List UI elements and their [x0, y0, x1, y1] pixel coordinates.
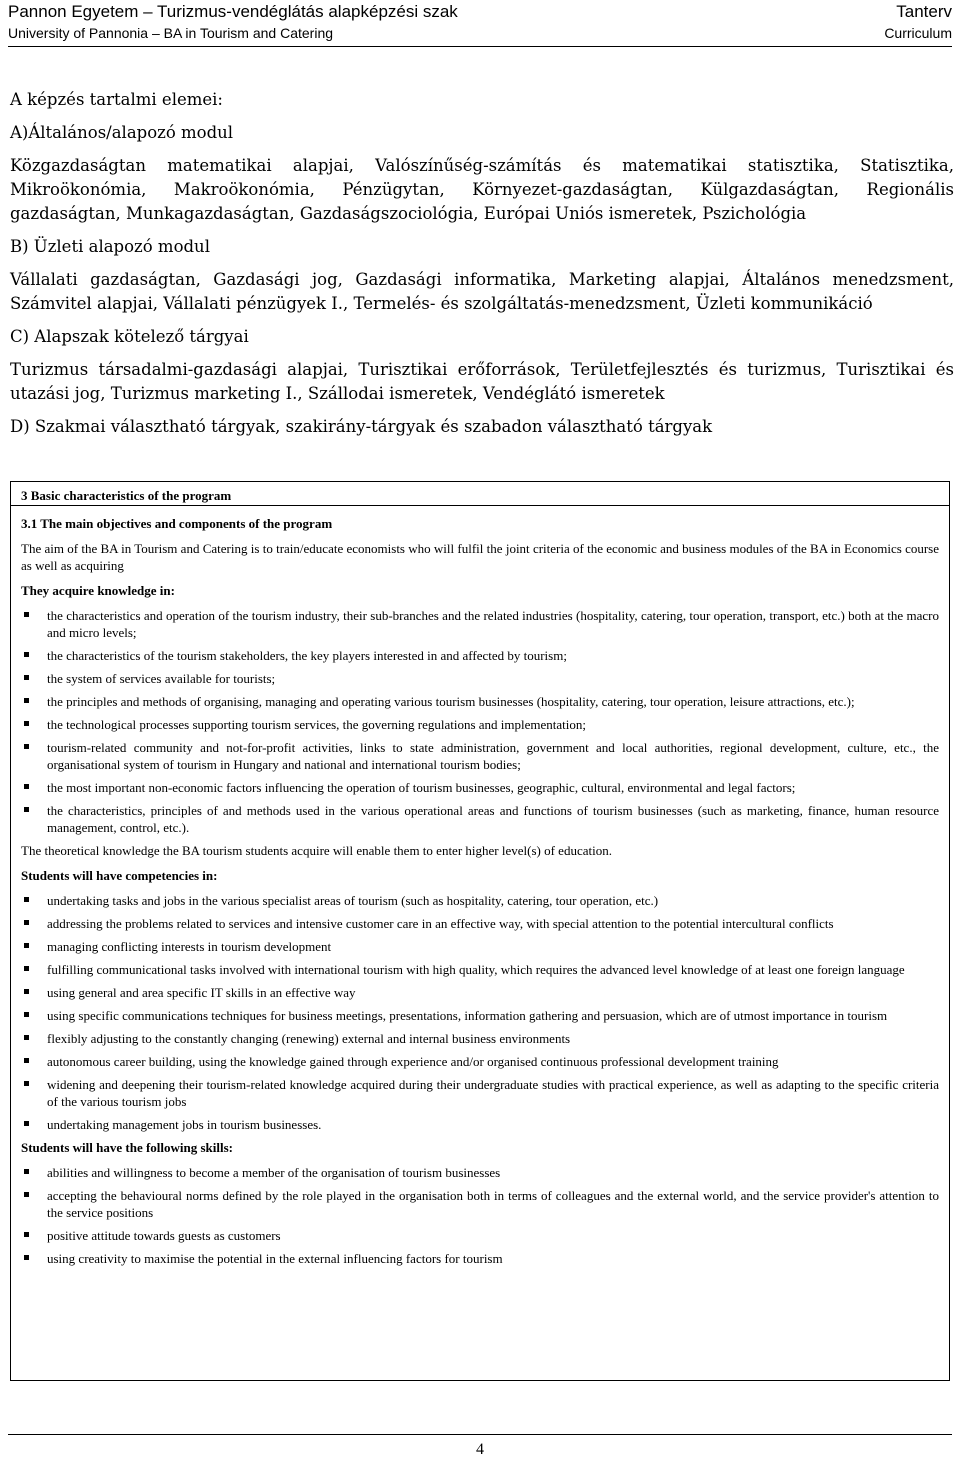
knowledge-item: tourism-related community and not-for-profit activities, links to state administration, government and local authorities, regional development, culture, etc., the organisational system of tourism in Hungary and national and international tourism bodies; [21, 739, 939, 773]
competency-item: undertaking management jobs in tourism businesses. [21, 1116, 939, 1133]
competency-item: widening and deepening their tourism-related knowledge acquired during their undergraduate studies with practical experience, as well as adapting to the specific criteria of the various tourism jobs [21, 1076, 939, 1110]
competency-item: using specific communications techniques for business meetings, presentations, information gathering and persuasion, which are of utmost importance in tourism [21, 1007, 939, 1024]
header-doc-type-en: Curriculum [884, 25, 952, 41]
objectives-subheading: 3.1 The main objectives and components of the program [21, 516, 333, 531]
skill-item: using creativity to maximise the potential in the external influencing factors for tourism [21, 1250, 939, 1267]
competencies-list [21, 892, 939, 1133]
header-row-2 [8, 25, 952, 41]
module-a-text: Közgazdaságtan matematikai alapjai, Valószínűség-számítás és matematikai statisztika, Statisztika, Mikroökonómia, Makroökonómia, Pénzügytan, Környezet-gazdaságtan, Külgazdaságtan, Regionális gazdaságtan, Munkagazdaságtan, Gazdaságszociológia, Európai Uniós ismeretek, Pszichológia [10, 156, 954, 223]
competency-item: managing conflicting interests in tourism development [21, 938, 939, 955]
program-intro: The aim of the BA in Tourism and Catering is to train/educate economists who will fulfil the joint criteria of the economic and business modules of the BA in Economics course as well as acquiring [21, 541, 939, 573]
header-row-1 [8, 2, 952, 22]
box-title: 3 Basic characteristics of the program [11, 482, 949, 506]
competency-item: using general and area specific IT skills in an effective way [21, 984, 939, 1001]
competency-item: flexibly adjusting to the constantly changing (renewing) external and internal business environments [21, 1030, 939, 1047]
page-header [8, 0, 952, 47]
competency-item: fulfilling communicational tasks involved with international tourism with high quality, which requires the advanced level knowledge of at least one foreign language [21, 961, 939, 978]
program-characteristics-box [10, 481, 950, 1381]
box-body [21, 515, 939, 1273]
content-heading: A képzés tartalmi elemei: [10, 90, 223, 109]
knowledge-item: the characteristics of the tourism stakeholders, the key players interested in and affected by tourism; [21, 647, 939, 664]
knowledge-item: the characteristics, principles of and methods used in the various operational areas and functions of tourism businesses (such as marketing, finance, human resource management, control, etc.). [21, 802, 939, 836]
footer-divider [8, 1434, 952, 1435]
page-number: 4 [476, 1441, 484, 1458]
hungarian-content-section [10, 88, 954, 448]
competencies-heading: Students will have competencies in: [21, 868, 218, 883]
skills-heading: Students will have the following skills: [21, 1140, 234, 1155]
knowledge-item: the most important non-economic factors influencing the operation of tourism businesses, geographic, cultural, environmental and legal factors; [21, 779, 939, 796]
knowledge-list [21, 607, 939, 836]
module-b-text: Vállalati gazdaságtan, Gazdasági jog, Gazdasági informatika, Marketing alapjai, Általános menedzsment, Számvitel alapjai, Vállalati pénzügyek I., Termelés- és szolgáltatás-menedzsment, Üzleti kommunikáció [10, 270, 954, 313]
module-c-title: C) Alapszak kötelező tárgyai [10, 327, 249, 346]
knowledge-item: the system of services available for tourists; [21, 670, 939, 687]
skill-item: accepting the behavioural norms defined by the role played in the organisation both in terms of colleagues and the external world, and the service provider's attention to the service positions [21, 1187, 939, 1221]
competency-item: addressing the problems related to services and intensive customer care in an effective way, with special attention to the potential intercultural conflicts [21, 915, 939, 932]
skill-item: positive attitude towards guests as customers [21, 1227, 939, 1244]
knowledge-item: the technological processes supporting tourism services, the governing regulations and implementation; [21, 716, 939, 733]
knowledge-item: the principles and methods of organising, managing and operating various tourism businesses (hospitality, catering, tour operation, leisure attractions, etc.); [21, 693, 939, 710]
knowledge-heading: They acquire knowledge in: [21, 583, 175, 598]
competency-item: undertaking tasks and jobs in the various specialist areas of tourism (such as hospitality, catering, tour operation, etc.) [21, 892, 939, 909]
module-a-title: A)Általános/alapozó modul [10, 123, 234, 142]
header-doc-type-hu: Tanterv [896, 2, 952, 21]
header-title-en: University of Pannonia – BA in Tourism and Catering [8, 25, 334, 41]
theory-note: The theoretical knowledge the BA tourism students acquire will enable them to enter higher level(s) of education. [21, 843, 612, 858]
knowledge-item: the characteristics and operation of the tourism industry, their sub-branches and the related industries (hospitality, catering, tour operation, transport, etc.) both at the macro and micro levels; [21, 607, 939, 641]
module-c-text: Turizmus társadalmi-gazdasági alapjai, Turisztikai erőforrások, Területfejlesztés és turizmus, Turisztikai és utazási jog, Turizmus marketing I., Szállodai ismeretek, Vendéglátó ismeretek [10, 360, 954, 403]
skills-list [21, 1164, 939, 1267]
module-b-title: B) Üzleti alapozó modul [10, 237, 210, 256]
header-title-hu: Pannon Egyetem – Turizmus-vendéglátás alapképzési szak [8, 2, 458, 21]
competency-item: autonomous career building, using the knowledge gained through experience and/or organised continuous professional development training [21, 1053, 939, 1070]
module-d-title: D) Szakmai választható tárgyak, szakirány-tárgyak és szabadon választható tárgyak [10, 417, 713, 436]
skill-item: abilities and willingness to become a member of the organisation of tourism businesses [21, 1164, 939, 1181]
